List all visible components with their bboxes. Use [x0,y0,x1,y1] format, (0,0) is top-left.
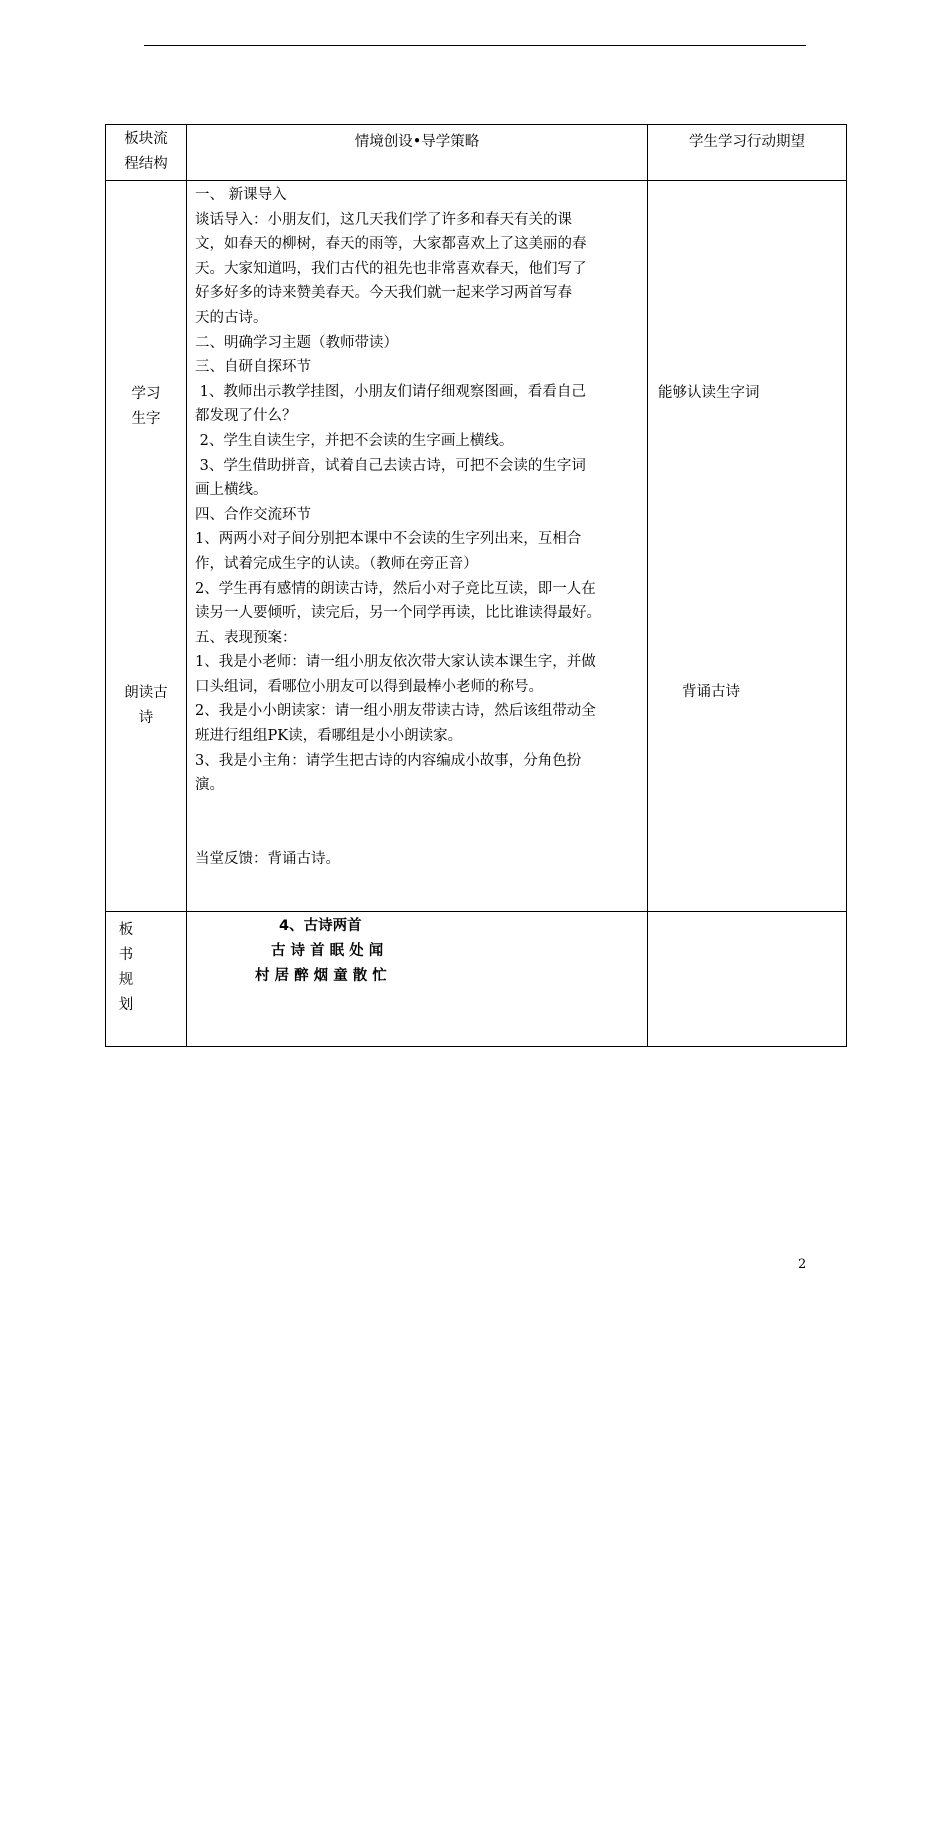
strategy-line: 当堂反馈：背诵古诗。 [195,851,340,868]
strategy-line: 口头组词，看哪位小朋友可以得到最棒小老师的称号。 [195,678,543,695]
header-stage-structure [106,125,187,181]
strategy-line: 1、两两小对子间分别把本课中不会读的生字列出来，互相合 [195,531,582,548]
strategy-line: 读另一人要倾听，读完后，另一个同学再读，比比谁读得最好。 [195,605,601,622]
stage-column [106,181,187,912]
strategy-line: 画上横线。 [195,482,268,499]
board-label-char: 板 [118,922,134,938]
board-label-char: 规 [118,972,134,988]
board-characters-line1: 古 诗 首 眠 处 闻 [271,943,384,959]
expectation-learn-characters: 能够认读生字词 [658,385,760,401]
strategy-line [195,822,641,847]
strategy-line: 好多好多的诗来赞美春天。今天我们就一起来学习两首写春 [195,285,572,302]
page-number: 2 [798,1257,807,1272]
strategy-line: 3、我是小主角：请学生把古诗的内容编成小故事，分角色扮 [195,752,582,769]
strategy-line: 二、明确学习主题（教师带读） [195,334,398,351]
table-row-main [106,181,847,912]
header-strategy: 情境创设•导学策略 [187,125,648,181]
board-label-char: 书 [118,947,134,963]
board-characters-line2: 村 居 醉 烟 童 散 忙 [255,968,387,984]
strategy-line: 四、合作交流环节 [195,506,311,523]
stage-learn-characters-line1: 学习 [131,386,161,402]
strategy-line: 谈话导入：小朋友们，这几天我们学了许多和春天有关的课 [195,211,572,228]
strategy-line [195,798,641,823]
strategy-line: 2、学生自读生字，并把不会读的生字画上横线。 [195,432,514,449]
strategy-line: 1、我是小老师：请一组小朋友依次带大家认读本课生字，并做 [195,654,596,671]
strategy-content [187,181,648,912]
strategy-line: 1、教师出示教学挂图，小朋友们请仔细观察图画，看看自己 [195,383,586,400]
expectation-read-poems: 背诵古诗 [682,684,740,700]
strategy-line: 班进行组组PK读，看哪组是小小朗读家。 [195,728,463,745]
expectation-column [648,181,847,912]
strategy-line: 2、我是小小朗读家：请一组小朋友带读古诗，然后该组带动全 [195,703,596,720]
table-header-row [106,125,847,181]
strategy-lines [187,181,647,872]
strategy-line: 五、表现预案： [195,629,297,646]
strategy-line: 一、 新课导入 [195,187,287,203]
header-stage-structure-line1: 板块流 [124,131,168,147]
strategy-line: 作，试着完成生字的认读。（教师在旁正音） [195,555,478,572]
stage-read-poems [106,681,186,731]
table-row-board [106,912,847,1047]
board-plan-cell [187,912,648,1047]
board-label-char: 划 [118,997,134,1013]
strategy-line: 2、学生再有感情的朗读古诗，然后小对子竞比互读，即一人在 [195,580,596,597]
stage-read-poems-line2: 诗 [138,710,154,726]
strategy-line: 三、自研自探环节 [195,359,311,376]
strategy-line: 3、学生借助拼音，试着自己去读古诗，可把不会读的生字词 [195,457,586,474]
stage-learn-characters-line2: 生字 [131,411,161,427]
header-rule [144,45,806,46]
strategy-line: 文，如春天的柳树，春天的雨等，大家都喜欢上了这美丽的春 [195,236,587,253]
strategy-line: 演。 [195,777,224,794]
strategy-line: 天。大家知道吗，我们古代的祖先也非常喜欢春天，他们写了 [195,260,587,277]
stage-learn-characters [106,382,186,432]
header-expectation: 学生学习行动期望 [648,125,847,181]
strategy-line: 都发现了什么？ [195,408,297,425]
lesson-plan-table [105,124,847,1047]
board-title: 4、古诗两首 [279,918,362,934]
strategy-line: 天的古诗。 [195,309,268,326]
board-label-cell [106,912,187,1047]
header-stage-structure-line2: 程结构 [124,156,168,172]
stage-read-poems-line1: 朗读古 [124,685,168,701]
